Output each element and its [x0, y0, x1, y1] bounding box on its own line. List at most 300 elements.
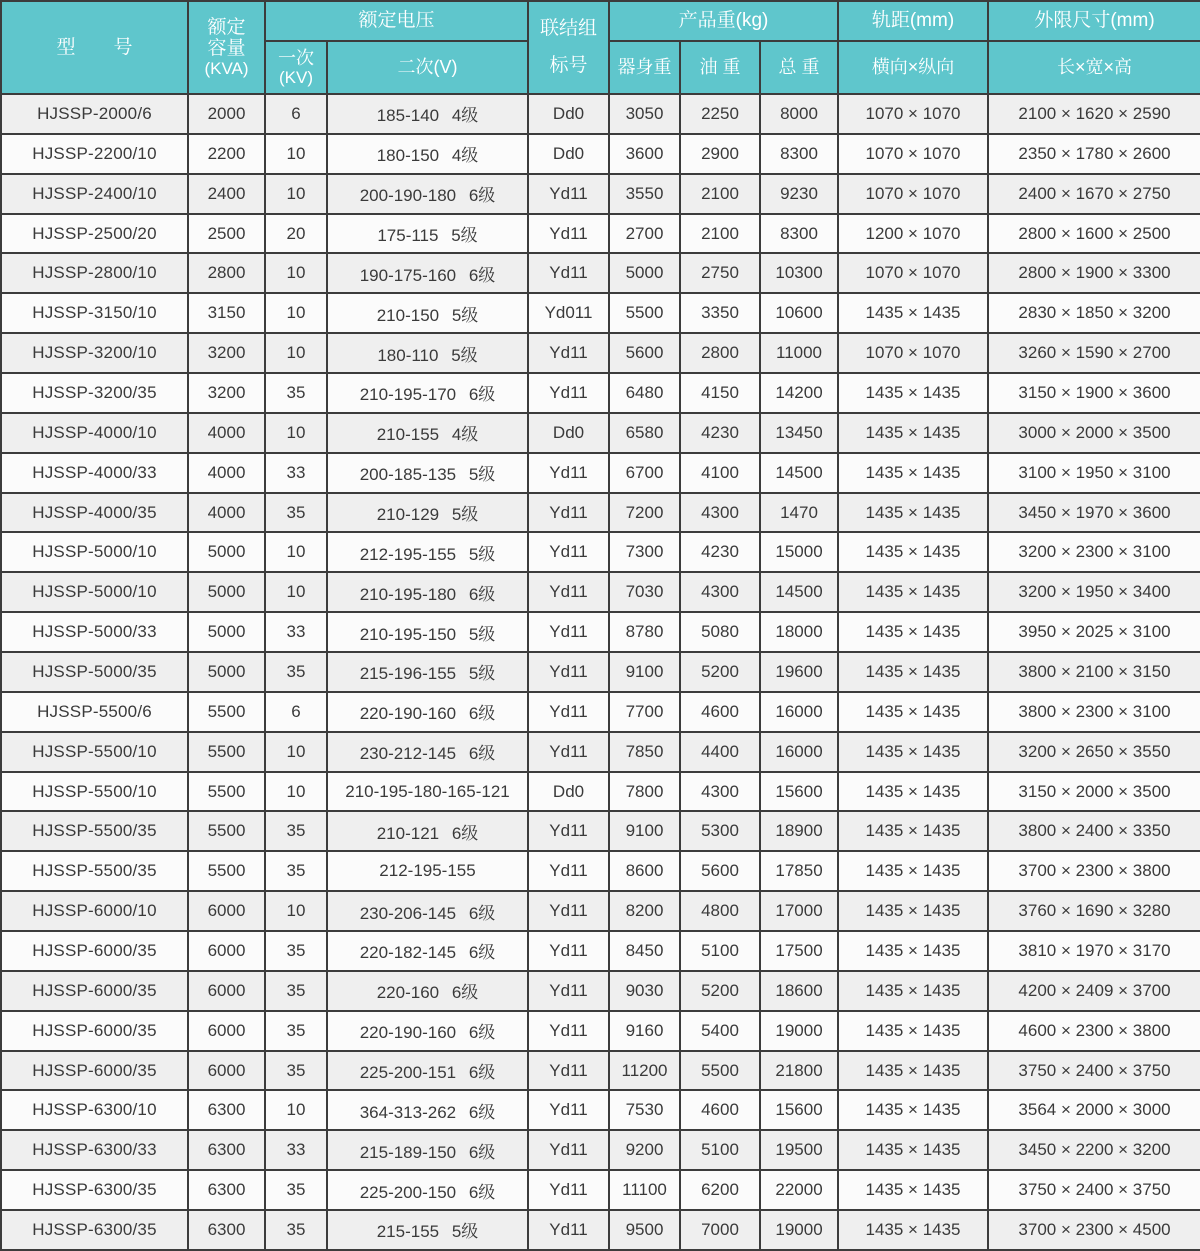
capacity-label-unit: (KVA): [204, 59, 249, 79]
cell-body_weight: 3050: [609, 94, 680, 134]
cell-model: HJSSP-2400/10: [1, 174, 188, 214]
cell-primary_kv: 35: [265, 931, 327, 971]
cell-connection: Yd11: [528, 1170, 609, 1210]
cell-secondary_v: 210-129 5级: [327, 493, 528, 533]
cell-gauge_mm: 1435 × 1435: [838, 811, 988, 851]
cell-body_weight: 9500: [609, 1210, 680, 1250]
col-header-rated-voltage: 额定电压: [265, 1, 528, 41]
cell-primary_kv: 35: [265, 1051, 327, 1091]
cell-model: HJSSP-5500/10: [1, 772, 188, 812]
col-header-gauge-sub: 横向×纵向: [838, 41, 988, 94]
cell-gauge_mm: 1435 × 1435: [838, 1051, 988, 1091]
cell-capacity_kva: 6300: [188, 1170, 265, 1210]
cell-capacity_kva: 3200: [188, 333, 265, 373]
table-header: [1, 1, 1200, 94]
cell-oil_weight: 7000: [680, 1210, 760, 1250]
cell-primary_kv: 6: [265, 692, 327, 732]
cell-gauge_mm: 1435 × 1435: [838, 692, 988, 732]
cell-connection: Yd11: [528, 1210, 609, 1250]
cell-body_weight: 2700: [609, 214, 680, 254]
cell-primary_kv: 10: [265, 333, 327, 373]
cell-model: HJSSP-4000/33: [1, 453, 188, 493]
cell-oil_weight: 4600: [680, 1090, 760, 1130]
cell-gauge_mm: 1070 × 1070: [838, 333, 988, 373]
cell-dimensions_mm: 3760 × 1690 × 3280: [988, 891, 1200, 931]
cell-dimensions_mm: 2800 × 1600 × 2500: [988, 214, 1200, 254]
cell-gauge_mm: 1200 × 1070: [838, 214, 988, 254]
cell-secondary_v: 190-175-160 6级: [327, 253, 528, 293]
cell-capacity_kva: 2800: [188, 253, 265, 293]
cell-oil_weight: 4230: [680, 413, 760, 453]
cell-dimensions_mm: 3700 × 2300 × 4500: [988, 1210, 1200, 1250]
cell-secondary_v: 230-206-145 6级: [327, 891, 528, 931]
table-row: [1, 1090, 1200, 1130]
cell-secondary_v: 220-182-145 6级: [327, 931, 528, 971]
cell-oil_weight: 2250: [680, 94, 760, 134]
cell-primary_kv: 10: [265, 174, 327, 214]
cell-capacity_kva: 6300: [188, 1130, 265, 1170]
cell-capacity_kva: 2500: [188, 214, 265, 254]
cell-dimensions_mm: 3450 × 1970 × 3600: [988, 493, 1200, 533]
cell-connection: Yd11: [528, 572, 609, 612]
cell-gauge_mm: 1070 × 1070: [838, 174, 988, 214]
cell-secondary_v: 220-190-160 6级: [327, 692, 528, 732]
cell-connection: Yd11: [528, 333, 609, 373]
primary-label-line1: 一次: [278, 47, 314, 68]
cell-model: HJSSP-6000/35: [1, 971, 188, 1011]
cell-secondary_v: 185-140 4级: [327, 94, 528, 134]
cell-secondary_v: 175-115 5级: [327, 214, 528, 254]
cell-model: HJSSP-5000/10: [1, 572, 188, 612]
cell-dimensions_mm: 3200 × 2650 × 3550: [988, 732, 1200, 772]
cell-primary_kv: 35: [265, 971, 327, 1011]
cell-secondary_v: 212-195-155 5级: [327, 532, 528, 572]
col-header-dimensions: 外限尺寸(mm): [988, 1, 1200, 41]
cell-body_weight: 3600: [609, 134, 680, 174]
cell-body_weight: 5500: [609, 293, 680, 333]
cell-connection: Yd11: [528, 453, 609, 493]
cell-secondary_v: 200-185-135 5级: [327, 453, 528, 493]
cell-primary_kv: 10: [265, 1090, 327, 1130]
cell-body_weight: 9100: [609, 811, 680, 851]
cell-gauge_mm: 1435 × 1435: [838, 1090, 988, 1130]
cell-model: HJSSP-6300/10: [1, 1090, 188, 1130]
cell-secondary_v: 210-195-180-165-121: [327, 772, 528, 812]
cell-connection: Yd11: [528, 174, 609, 214]
cell-secondary_v: 210-155 4级: [327, 413, 528, 453]
cell-total_weight: 16000: [760, 692, 838, 732]
cell-dimensions_mm: 3800 × 2300 × 3100: [988, 692, 1200, 732]
cell-dimensions_mm: 3800 × 2100 × 3150: [988, 652, 1200, 692]
connection-label-line1: 联结组: [540, 18, 598, 40]
cell-capacity_kva: 6000: [188, 1051, 265, 1091]
table-row: [1, 971, 1200, 1011]
cell-total_weight: 21800: [760, 1051, 838, 1091]
cell-capacity_kva: 6000: [188, 931, 265, 971]
cell-oil_weight: 4400: [680, 732, 760, 772]
cell-oil_weight: 5400: [680, 1011, 760, 1051]
cell-total_weight: 19000: [760, 1210, 838, 1250]
cell-primary_kv: 35: [265, 1210, 327, 1250]
cell-primary_kv: 10: [265, 891, 327, 931]
cell-dimensions_mm: 3564 × 2000 × 3000: [988, 1090, 1200, 1130]
cell-body_weight: 9160: [609, 1011, 680, 1051]
cell-gauge_mm: 1435 × 1435: [838, 971, 988, 1011]
cell-capacity_kva: 5000: [188, 612, 265, 652]
cell-capacity_kva: 5000: [188, 532, 265, 572]
cell-dimensions_mm: 2350 × 1780 × 2600: [988, 134, 1200, 174]
cell-oil_weight: 5100: [680, 1130, 760, 1170]
cell-body_weight: 8780: [609, 612, 680, 652]
table-row: [1, 493, 1200, 533]
cell-dimensions_mm: 3450 × 2200 × 3200: [988, 1130, 1200, 1170]
cell-total_weight: 8300: [760, 214, 838, 254]
cell-total_weight: 19000: [760, 1011, 838, 1051]
cell-model: HJSSP-2200/10: [1, 134, 188, 174]
cell-primary_kv: 35: [265, 1170, 327, 1210]
cell-oil_weight: 4300: [680, 572, 760, 612]
cell-body_weight: 9100: [609, 652, 680, 692]
cell-gauge_mm: 1435 × 1435: [838, 453, 988, 493]
cell-oil_weight: 5200: [680, 652, 760, 692]
cell-total_weight: 15000: [760, 532, 838, 572]
cell-gauge_mm: 1435 × 1435: [838, 1130, 988, 1170]
cell-body_weight: 9200: [609, 1130, 680, 1170]
cell-oil_weight: 2100: [680, 214, 760, 254]
cell-oil_weight: 4300: [680, 772, 760, 812]
col-header-primary-voltage: [265, 41, 327, 94]
cell-connection: Yd11: [528, 811, 609, 851]
cell-oil_weight: 5100: [680, 931, 760, 971]
table-row: [1, 612, 1200, 652]
cell-secondary_v: 200-190-180 6级: [327, 174, 528, 214]
cell-body_weight: 8450: [609, 931, 680, 971]
cell-primary_kv: 35: [265, 1011, 327, 1051]
cell-body_weight: 7850: [609, 732, 680, 772]
table-row: [1, 811, 1200, 851]
cell-connection: Dd0: [528, 94, 609, 134]
cell-connection: Dd0: [528, 772, 609, 812]
cell-dimensions_mm: 3750 × 2400 × 3750: [988, 1170, 1200, 1210]
cell-model: HJSSP-6000/35: [1, 1011, 188, 1051]
capacity-label-line1: 额定: [207, 16, 246, 38]
col-header-connection-group: [528, 1, 609, 94]
cell-model: HJSSP-3150/10: [1, 293, 188, 333]
primary-label-unit: (KV): [279, 68, 313, 88]
cell-connection: Yd11: [528, 891, 609, 931]
cell-model: HJSSP-4000/10: [1, 413, 188, 453]
col-header-model: 型 号: [1, 1, 188, 94]
cell-body_weight: 6700: [609, 453, 680, 493]
cell-capacity_kva: 6000: [188, 1011, 265, 1051]
cell-total_weight: 10300: [760, 253, 838, 293]
cell-total_weight: 18000: [760, 612, 838, 652]
table-row: [1, 214, 1200, 254]
cell-gauge_mm: 1435 × 1435: [838, 732, 988, 772]
cell-gauge_mm: 1435 × 1435: [838, 1170, 988, 1210]
table-row: [1, 94, 1200, 134]
cell-connection: Yd11: [528, 253, 609, 293]
cell-total_weight: 8300: [760, 134, 838, 174]
col-header-oil-weight: 油 重: [680, 41, 760, 94]
cell-body_weight: 8200: [609, 891, 680, 931]
cell-model: HJSSP-6000/35: [1, 931, 188, 971]
cell-capacity_kva: 5500: [188, 851, 265, 891]
cell-primary_kv: 10: [265, 572, 327, 612]
cell-model: HJSSP-5500/6: [1, 692, 188, 732]
cell-gauge_mm: 1435 × 1435: [838, 572, 988, 612]
cell-body_weight: 7700: [609, 692, 680, 732]
cell-capacity_kva: 2000: [188, 94, 265, 134]
col-header-dimensions-sub: 长×宽×高: [988, 41, 1200, 94]
cell-oil_weight: 4600: [680, 692, 760, 732]
cell-body_weight: 5000: [609, 253, 680, 293]
table-row: [1, 1210, 1200, 1250]
cell-oil_weight: 4800: [680, 891, 760, 931]
cell-dimensions_mm: 3200 × 2300 × 3100: [988, 532, 1200, 572]
cell-oil_weight: 4300: [680, 493, 760, 533]
cell-total_weight: 19500: [760, 1130, 838, 1170]
cell-total_weight: 14500: [760, 572, 838, 612]
col-header-body-weight: 器身重: [609, 41, 680, 94]
cell-gauge_mm: 1435 × 1435: [838, 891, 988, 931]
cell-model: HJSSP-6300/35: [1, 1170, 188, 1210]
cell-total_weight: 15600: [760, 772, 838, 812]
cell-primary_kv: 10: [265, 532, 327, 572]
cell-total_weight: 14200: [760, 373, 838, 413]
table-row: [1, 851, 1200, 891]
cell-primary_kv: 10: [265, 413, 327, 453]
cell-model: HJSSP-5500/10: [1, 732, 188, 772]
cell-total_weight: 18900: [760, 811, 838, 851]
cell-dimensions_mm: 3150 × 1900 × 3600: [988, 373, 1200, 413]
cell-connection: Yd11: [528, 373, 609, 413]
cell-dimensions_mm: 2830 × 1850 × 3200: [988, 293, 1200, 333]
cell-total_weight: 14500: [760, 453, 838, 493]
cell-gauge_mm: 1070 × 1070: [838, 94, 988, 134]
cell-total_weight: 9230: [760, 174, 838, 214]
cell-gauge_mm: 1070 × 1070: [838, 253, 988, 293]
cell-primary_kv: 35: [265, 373, 327, 413]
cell-model: HJSSP-3200/35: [1, 373, 188, 413]
cell-connection: Yd11: [528, 1130, 609, 1170]
col-header-total-weight: 总 重: [760, 41, 838, 94]
cell-capacity_kva: 5500: [188, 772, 265, 812]
cell-oil_weight: 5200: [680, 971, 760, 1011]
cell-model: HJSSP-2500/20: [1, 214, 188, 254]
table-row: [1, 1170, 1200, 1210]
cell-secondary_v: 212-195-155: [327, 851, 528, 891]
cell-capacity_kva: 6000: [188, 891, 265, 931]
cell-oil_weight: 3350: [680, 293, 760, 333]
cell-oil_weight: 5300: [680, 811, 760, 851]
cell-model: HJSSP-4000/35: [1, 493, 188, 533]
cell-gauge_mm: 1435 × 1435: [838, 851, 988, 891]
col-header-product-weight: 产品重(kg): [609, 1, 838, 41]
cell-gauge_mm: 1435 × 1435: [838, 413, 988, 453]
cell-body_weight: 5600: [609, 333, 680, 373]
cell-secondary_v: 215-196-155 5级: [327, 652, 528, 692]
cell-total_weight: 1470: [760, 493, 838, 533]
cell-oil_weight: 4230: [680, 532, 760, 572]
table-row: [1, 692, 1200, 732]
cell-dimensions_mm: 4200 × 2409 × 3700: [988, 971, 1200, 1011]
cell-capacity_kva: 3150: [188, 293, 265, 333]
cell-dimensions_mm: 4600 × 2300 × 3800: [988, 1011, 1200, 1051]
cell-dimensions_mm: 3700 × 2300 × 3800: [988, 851, 1200, 891]
cell-connection: Yd11: [528, 1090, 609, 1130]
cell-dimensions_mm: 2100 × 1620 × 2590: [988, 94, 1200, 134]
cell-body_weight: 7530: [609, 1090, 680, 1130]
cell-gauge_mm: 1435 × 1435: [838, 931, 988, 971]
cell-capacity_kva: 5000: [188, 572, 265, 612]
cell-primary_kv: 35: [265, 652, 327, 692]
cell-body_weight: 8600: [609, 851, 680, 891]
cell-secondary_v: 180-110 5级: [327, 333, 528, 373]
cell-connection: Yd11: [528, 214, 609, 254]
table-row: [1, 174, 1200, 214]
cell-dimensions_mm: 3150 × 2000 × 3500: [988, 772, 1200, 812]
cell-secondary_v: 364-313-262 6级: [327, 1090, 528, 1130]
table-row: [1, 732, 1200, 772]
table-row: [1, 413, 1200, 453]
cell-gauge_mm: 1435 × 1435: [838, 1011, 988, 1051]
cell-dimensions_mm: 3100 × 1950 × 3100: [988, 453, 1200, 493]
cell-dimensions_mm: 2800 × 1900 × 3300: [988, 253, 1200, 293]
cell-capacity_kva: 5500: [188, 732, 265, 772]
cell-gauge_mm: 1435 × 1435: [838, 532, 988, 572]
cell-body_weight: 9030: [609, 971, 680, 1011]
cell-primary_kv: 6: [265, 94, 327, 134]
table-row: [1, 373, 1200, 413]
table-row: [1, 532, 1200, 572]
cell-primary_kv: 10: [265, 293, 327, 333]
cell-primary_kv: 35: [265, 493, 327, 533]
cell-capacity_kva: 5500: [188, 692, 265, 732]
cell-oil_weight: 4100: [680, 453, 760, 493]
cell-oil_weight: 2100: [680, 174, 760, 214]
cell-gauge_mm: 1435 × 1435: [838, 772, 988, 812]
table-row: [1, 253, 1200, 293]
cell-primary_kv: 33: [265, 612, 327, 652]
cell-model: HJSSP-5000/33: [1, 612, 188, 652]
cell-oil_weight: 2750: [680, 253, 760, 293]
cell-dimensions_mm: 3950 × 2025 × 3100: [988, 612, 1200, 652]
cell-connection: Yd11: [528, 1011, 609, 1051]
cell-primary_kv: 33: [265, 453, 327, 493]
cell-primary_kv: 33: [265, 1130, 327, 1170]
cell-secondary_v: 210-195-170 6级: [327, 373, 528, 413]
cell-gauge_mm: 1435 × 1435: [838, 652, 988, 692]
cell-body_weight: 3550: [609, 174, 680, 214]
cell-secondary_v: 230-212-145 6级: [327, 732, 528, 772]
cell-model: HJSSP-2800/10: [1, 253, 188, 293]
cell-body_weight: 7030: [609, 572, 680, 612]
cell-model: HJSSP-2000/6: [1, 94, 188, 134]
cell-capacity_kva: 4000: [188, 413, 265, 453]
cell-connection: Yd11: [528, 931, 609, 971]
cell-primary_kv: 10: [265, 732, 327, 772]
cell-gauge_mm: 1070 × 1070: [838, 134, 988, 174]
cell-capacity_kva: 5000: [188, 652, 265, 692]
cell-secondary_v: 215-189-150 6级: [327, 1130, 528, 1170]
table-row: [1, 652, 1200, 692]
table-row: [1, 453, 1200, 493]
cell-total_weight: 11000: [760, 333, 838, 373]
cell-connection: Yd11: [528, 692, 609, 732]
cell-oil_weight: 5500: [680, 1051, 760, 1091]
cell-gauge_mm: 1435 × 1435: [838, 493, 988, 533]
col-header-secondary-voltage: 二次(V): [327, 41, 528, 94]
cell-model: HJSSP-5500/35: [1, 811, 188, 851]
cell-dimensions_mm: 3200 × 1950 × 3400: [988, 572, 1200, 612]
cell-model: HJSSP-3200/10: [1, 333, 188, 373]
cell-connection: Yd11: [528, 732, 609, 772]
cell-body_weight: 7300: [609, 532, 680, 572]
table-row: [1, 772, 1200, 812]
cell-capacity_kva: 4000: [188, 453, 265, 493]
cell-body_weight: 11200: [609, 1051, 680, 1091]
cell-primary_kv: 35: [265, 811, 327, 851]
cell-total_weight: 18600: [760, 971, 838, 1011]
cell-secondary_v: 210-121 6级: [327, 811, 528, 851]
table-row: [1, 931, 1200, 971]
cell-secondary_v: 225-200-151 6级: [327, 1051, 528, 1091]
table-row: [1, 572, 1200, 612]
cell-total_weight: 22000: [760, 1170, 838, 1210]
table-body: [1, 94, 1200, 1250]
cell-primary_kv: 10: [265, 253, 327, 293]
cell-total_weight: 10600: [760, 293, 838, 333]
cell-body_weight: 11100: [609, 1170, 680, 1210]
cell-primary_kv: 10: [265, 772, 327, 812]
cell-model: HJSSP-6300/35: [1, 1210, 188, 1250]
cell-model: HJSSP-6000/10: [1, 891, 188, 931]
cell-total_weight: 13450: [760, 413, 838, 453]
cell-dimensions_mm: 3800 × 2400 × 3350: [988, 811, 1200, 851]
cell-model: HJSSP-5500/35: [1, 851, 188, 891]
cell-dimensions_mm: 3000 × 2000 × 3500: [988, 413, 1200, 453]
table-row: [1, 1011, 1200, 1051]
cell-model: HJSSP-5000/10: [1, 532, 188, 572]
table-row: [1, 134, 1200, 174]
cell-capacity_kva: 2200: [188, 134, 265, 174]
cell-secondary_v: 220-160 6级: [327, 971, 528, 1011]
cell-total_weight: 8000: [760, 94, 838, 134]
cell-connection: Yd11: [528, 851, 609, 891]
cell-model: HJSSP-5000/35: [1, 652, 188, 692]
cell-body_weight: 6480: [609, 373, 680, 413]
cell-total_weight: 17000: [760, 891, 838, 931]
cell-oil_weight: 2900: [680, 134, 760, 174]
cell-connection: Yd011: [528, 293, 609, 333]
cell-model: HJSSP-6000/35: [1, 1051, 188, 1091]
cell-total_weight: 17850: [760, 851, 838, 891]
cell-capacity_kva: 6300: [188, 1090, 265, 1130]
cell-capacity_kva: 3200: [188, 373, 265, 413]
cell-gauge_mm: 1435 × 1435: [838, 293, 988, 333]
cell-capacity_kva: 6000: [188, 971, 265, 1011]
cell-secondary_v: 215-155 5级: [327, 1210, 528, 1250]
cell-secondary_v: 225-200-150 6级: [327, 1170, 528, 1210]
connection-label-line2: 标号: [549, 54, 588, 76]
cell-dimensions_mm: 3260 × 1590 × 2700: [988, 333, 1200, 373]
cell-gauge_mm: 1435 × 1435: [838, 373, 988, 413]
cell-connection: Dd0: [528, 413, 609, 453]
cell-secondary_v: 180-150 4级: [327, 134, 528, 174]
cell-secondary_v: 210-195-150 5级: [327, 612, 528, 652]
cell-oil_weight: 6200: [680, 1170, 760, 1210]
